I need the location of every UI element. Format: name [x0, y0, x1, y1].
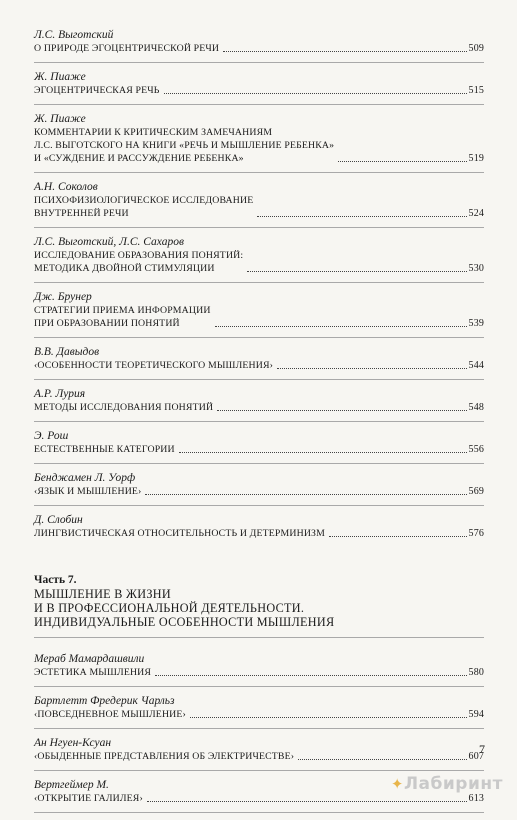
entry-page: 515: [468, 85, 484, 96]
entry-title-row: [34, 666, 484, 679]
dot-leader: [298, 759, 466, 760]
entry-title: МЕТОДЫ ИССЛЕДОВАНИЯ ПОНЯТИЙ: [34, 402, 214, 413]
entry-page: 539: [468, 318, 484, 329]
entry-author: Л.С. Выготский, Л.С. Сахаров: [34, 236, 184, 248]
entry-title: ПСИХОФИЗИОЛОГИЧЕСКОЕ ИССЛЕДОВАНИЕ ВНУТРЕННЕЙ РЕЧИ: [34, 195, 254, 219]
dot-leader: [247, 271, 466, 272]
entry-title: О ПРИРОДЕ ЭГОЦЕНТРИЧЕСКОЙ РЕЧИ: [34, 43, 220, 54]
entry-author: Ж. Пиаже: [34, 71, 86, 83]
toc-entry: [34, 513, 484, 547]
entry-title: КОММЕНТАРИИ К КРИТИЧЕСКИМ ЗАМЕЧАНИЯМ Л.С. ВЫГОТСКОГО НА КНИГИ «РЕЧЬ И МЫШЛЕНИЕ РЕБЕНКА» И «СУЖДЕНИЕ И РАССУЖДЕНИЕ РЕБЕНКА»: [34, 127, 335, 164]
dot-leader: [223, 51, 466, 52]
toc-entry: [34, 652, 484, 687]
entry-title-row: [34, 485, 484, 498]
toc-entry: [34, 471, 484, 506]
entry-title: СТРАТЕГИИ ПРИЕМА ИНФОРМАЦИИ ПРИ ОБРАЗОВАНИИ ПОНЯТИЙ: [34, 305, 211, 329]
entry-page: 548: [468, 402, 484, 413]
entry-page: 509: [468, 43, 484, 54]
part-title: МЫШЛЕНИЕ В ЖИЗНИ И В ПРОФЕССИОНАЛЬНОЙ ДЕЯТЕЛЬНОСТИ. ИНДИВИДУАЛЬНЫЕ ОСОБЕННОСТИ МЫШЛЕНИЯ: [34, 587, 484, 638]
entry-page: 594: [468, 709, 484, 720]
entry-page: 607: [468, 751, 484, 762]
dot-leader: [190, 717, 467, 718]
entry-author: В.В. Давыдов: [34, 346, 100, 358]
toc-entry: [34, 429, 484, 464]
entry-author: А.Н. Соколов: [34, 181, 98, 193]
entry-page: 544: [468, 360, 484, 371]
dot-leader: [179, 452, 467, 453]
entry-title: ИССЛЕДОВАНИЕ ОБРАЗОВАНИЯ ПОНЯТИЙ: МЕТОДИКА ДВОЙНОЙ СТИМУЛЯЦИИ: [34, 250, 244, 274]
dot-leader: [164, 93, 467, 94]
toc-entry: [34, 345, 484, 380]
entry-title-row: [34, 84, 484, 97]
bird-icon: ✦: [390, 775, 404, 793]
toc-entry: [34, 112, 484, 173]
entry-author: Л.С. Выготский: [34, 29, 114, 41]
entry-page: 519: [468, 153, 484, 164]
toc-entry: [34, 290, 484, 338]
entry-author: Вертгеймер М.: [34, 779, 109, 791]
toc-entry: [34, 694, 484, 729]
entry-title-row: [34, 750, 484, 763]
dot-leader: [257, 216, 466, 217]
dot-leader: [147, 801, 467, 802]
toc-entries: [34, 28, 484, 547]
entry-title-row: [34, 249, 484, 275]
toc-entry: [34, 387, 484, 422]
entry-page: 580: [468, 667, 484, 678]
entry-title-row: [34, 304, 484, 330]
dot-leader: [217, 410, 466, 411]
watermark-text: Лабиринт: [403, 774, 503, 794]
part-label: Часть 7.: [34, 574, 77, 586]
entry-title-row: [34, 708, 484, 721]
entry-page: 556: [468, 444, 484, 455]
entry-author: Ан Нгуен-Ксуан: [34, 737, 112, 749]
entry-title: ‹ЯЗЫК И МЫШЛЕНИЕ›: [34, 486, 142, 497]
toc-entry: [34, 235, 484, 283]
toc-entry: [34, 70, 484, 105]
dot-leader: [277, 368, 466, 369]
entry-author: Бартлетт Фредерик Чарльз: [34, 695, 175, 707]
entry-title-row: [34, 527, 484, 540]
dot-leader: [155, 675, 466, 676]
entry-page: 576: [468, 528, 484, 539]
entry-author: Дж. Брунер: [34, 291, 92, 303]
dot-leader: [338, 161, 466, 162]
dot-leader: [329, 536, 467, 537]
page-number: 7: [479, 742, 485, 756]
entry-page: 613: [468, 793, 484, 804]
entry-title-row: [34, 443, 484, 456]
toc-entry: [34, 736, 484, 771]
entry-title: ЭСТЕТИКА МЫШЛЕНИЯ: [34, 667, 152, 678]
entry-title-row: [34, 42, 484, 55]
entry-author: Ж. Пиаже: [34, 113, 86, 125]
entry-title-row: [34, 126, 484, 165]
watermark-logo: [391, 774, 503, 794]
entry-title: ЛИНГВИСТИЧЕСКАЯ ОТНОСИТЕЛЬНОСТЬ И ДЕТЕРМИНИЗМ: [34, 528, 325, 539]
entry-title: ЭГОЦЕНТРИЧЕСКАЯ РЕЧЬ: [34, 85, 160, 96]
table-of-contents: [34, 28, 484, 820]
toc-entry: [34, 180, 484, 228]
entry-page: 524: [468, 208, 484, 219]
entry-title: ‹ОТКРЫТИЕ ГАЛИЛЕЯ›: [34, 793, 143, 804]
entry-title-row: [34, 359, 484, 372]
entry-author: Э. Рош: [34, 430, 69, 442]
entry-author: А.Р. Лурия: [34, 388, 86, 400]
entry-page: 530: [468, 263, 484, 274]
entry-author: Мераб Мамардашвили: [34, 653, 145, 665]
entry-title: ‹ОСОБЕННОСТИ ТЕОРЕТИЧЕСКОГО МЫШЛЕНИЯ›: [34, 360, 274, 371]
entry-author: Д. Слобин: [34, 514, 83, 526]
entry-title: ‹ПОВСЕДНЕВНОЕ МЫШЛЕНИЕ›: [34, 709, 186, 720]
dot-leader: [145, 494, 466, 495]
entry-title-row: [34, 401, 484, 414]
entry-title-row: [34, 194, 484, 220]
dot-leader: [215, 326, 467, 327]
entry-author: Бенджамен Л. Уорф: [34, 472, 136, 484]
entry-page: 569: [468, 486, 484, 497]
toc-entry: [34, 28, 484, 63]
entry-title: ‹ОБЫДЕННЫЕ ПРЕДСТАВЛЕНИЯ ОБ ЭЛЕКТРИЧЕСТВЕ›: [34, 751, 295, 762]
entry-title: ЕСТЕСТВЕННЫЕ КАТЕГОРИИ: [34, 444, 175, 455]
